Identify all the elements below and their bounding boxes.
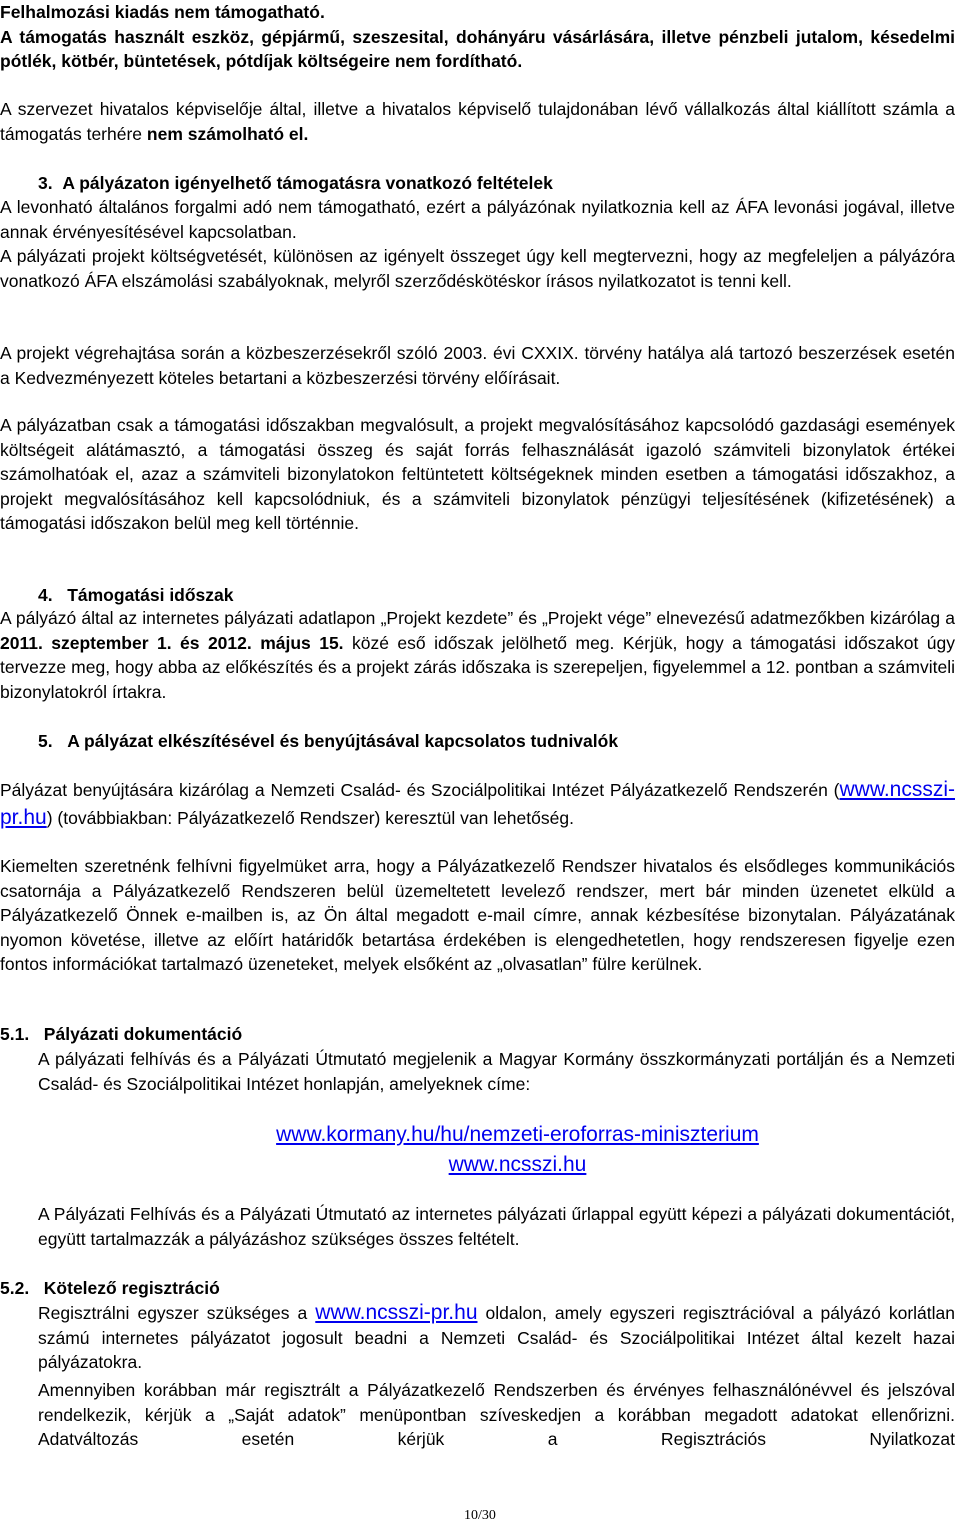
s5-text-b: ) (továbbiakban: Pályázatkezelő Rendszer) keresztül van lehetőség.: [46, 808, 574, 828]
s4-space-1: [172, 633, 180, 653]
s5-paragraph-1: [0, 776, 955, 832]
section-5-1-number: 5.1.: [0, 1024, 30, 1044]
section-5-title: A pályázat elkészítésével és benyújtásával kapcsolatos tudnivalók: [67, 731, 619, 751]
s3-paragraph-1: A levonható általános forgalmi adó nem támogatható, ezért a pályázónak nyilatkoznia kell az ÁFA levonási jogával, illetve annak érvényesítésével kapcsolatban.: [0, 197, 955, 242]
s4-and: és: [180, 632, 200, 653]
section-3-heading: [38, 171, 553, 196]
s52-text-a: Regisztrálni egyszer szükséges a: [38, 1303, 316, 1323]
rep-text: A szervezet hivatalos képviselője által, illetve a hivatalos képviselő tulajdonában lévő vállalkozás által kiállított számla a támogatás terhére: [0, 99, 955, 144]
section-5-2-title: Kötelező regisztráció: [43, 1278, 220, 1298]
section-5-2-number: 5.2.: [0, 1278, 30, 1298]
s4-text-a: A pályázó által az internetes pályázati adatlapon „Projekt kezdete” és „Projekt vége” elnevezésű adatmezőkben kizárólag a: [0, 608, 955, 628]
section-3-number: 3.: [38, 173, 53, 193]
s4-end-date: 2012. május 15.: [207, 632, 344, 653]
kormany-link[interactable]: www.kormany.hu/hu/nemzeti-eroforras-miniszterium: [276, 1123, 759, 1146]
section-5-number: 5.: [38, 731, 53, 751]
s4-text-e: közé eső időszak jelölhető meg. Kérjük, hogy a támogatási időszakot úgy tervezze meg, hogy abba az előkészítés és a projekt zárás időszaka is szerepeljen, figyelemmel a 12. pontban a számviteli bizonylatokról írtakra.: [0, 632, 955, 702]
top-line-1: Felhalmozási kiadás nem támogatható.: [0, 2, 325, 22]
s52-paragraph-2: Amennyiben korábban már regisztrált a Pályázatkezelő Rendszerben és érvényes felhasználónévvel és jelszóval rendelkezik, kérjük a „Saját adatok” menüpontban szíveskedjen a korábban megadott adatokat ellenőrizni. Adatváltozás esetén kérjük a Regisztrációs Nyilatkozat: [38, 1380, 955, 1449]
s4-space-2: [200, 633, 208, 653]
top-line-2: A támogatás használt eszköz, gépjármű, szeszesital, dohányáru vásárlására, illetve pénzbeli jutalom, késedelmi pótlék, kötbér, büntetések, pótdíjak költségeire nem fordítható.: [0, 26, 955, 71]
s3-paragraph-2: A pályázati projekt költségvetését, különösen az igényelt összeget úgy kell megtervezni, hogy az megfeleljen a pályázóra vonatkozó ÁFA elszámolási szabályoknak, melyről szerződéskötéskor írásos nyilatkozatot is tenni kell.: [0, 246, 955, 291]
section-5-heading: [38, 729, 618, 754]
s4-paragraph-1: [0, 606, 955, 704]
section-4-number: 4.: [38, 585, 53, 605]
section-5-1-heading: [0, 1022, 242, 1047]
s51-paragraph-1: A pályázati felhívás és a Pályázati Útmutató megjelenik a Magyar Kormány összkormányzati portálján és a Nemzeti Család- és Szociálpolitikai Intézet honlapján, amelyeknek címe:: [38, 1049, 955, 1094]
section-5-1-title: Pályázati dokumentáció: [43, 1024, 243, 1044]
s52-paragraph-1: [38, 1301, 955, 1375]
s3-paragraph-3: A projekt végrehajtása során a közbeszerzésekről szóló 2003. évi CXXIX. törvény hatálya alá tartozó beszerzések esetén a Kedvezményezett köteles betartani a közbeszerzési törvény előírásait.: [0, 343, 955, 388]
section-5-2-heading: [0, 1276, 220, 1301]
s5-paragraph-2: Kiemelten szeretnénk felhívni figyelmüket arra, hogy a Pályázatkezelő Rendszer hivatalos és elsődleges kommunikációs csatornája a Pályázatkezelő Rendszeren belül üzemeltetett levelező rendszer, mert bár minden üzenetet elküld a Pályázatkezelő Önnek e-mailben is, az Ön által megadott e-mail címre, annak kézbesítése bizonytalan. Pályázatának nyomon követése, illetve az előírt határidők betartása érdekében is elengedhetetlen, hogy rendszeresen figyelje ezen fontos információkat tartalmazó üzeneteket, melyek elsőként az „olvasatlan” fülre kerülnek.: [0, 856, 955, 974]
s51-link-2-wrap: [0, 1150, 960, 1180]
s52-text-b: oldalon, amely egyszeri regisztrációval a pályázó korlátlan számú internetes pályázatot jogosult beadni a Nemzeti Család- és Szociálpolitikai Intézet által kezelt hazai pályázatokra.: [38, 1303, 955, 1372]
s4-start-date: 2011. szeptember 1.: [0, 632, 172, 653]
rep-bold: nem számolható el.: [146, 123, 309, 144]
section-4-heading: [38, 583, 234, 608]
representative-invoice-paragraph: [0, 97, 955, 146]
ncsszi-pr-link[interactable]: www.ncsszi-pr.hu: [0, 778, 955, 829]
ncsszi-pr-registration-link[interactable]: www.ncsszi-pr.hu: [315, 1301, 478, 1324]
s51-link-1-wrap: [0, 1120, 960, 1150]
section-3-title: A pályázaton igényelhető támogatásra vonatkozó feltételek: [62, 173, 553, 193]
s5-text-a: Pályázat benyújtására kizárólag a Nemzeti Család- és Szociálpolitikai Intézet Pályázatkezelő Rendszerén (: [0, 780, 840, 800]
section-4-title: Támogatási időszak: [67, 585, 234, 605]
page-number: 10/30: [464, 1508, 496, 1523]
s51-paragraph-2: A Pályázati Felhívás és a Pályázati Útmutató az internetes pályázati űrlappal együtt képezi a pályázati dokumentációt, együtt tartalmazzák a pályázáshoz szükséges összes feltételt.: [38, 1204, 955, 1249]
s3-paragraph-4: A pályázatban csak a támogatási időszakban megvalósult, a projekt megvalósításához kapcsolódó gazdasági események költségeit alátámasztó, a támogatási összeg és saját forrás felhasználását igazoló számviteli bizonylatok értékei számolhatóak el, azaz a számviteli bizonylatokon feltüntetett költségeknek minden esetben a támogatási időszakhoz, a projekt megvalósításához kell kapcsolódniuk, és a számviteli bizonylatok pénzügyi teljesítésének (kifizetésének) a támogatási időszakon belül meg kell történnie.: [0, 415, 955, 533]
ncsszi-link[interactable]: www.ncsszi.hu: [448, 1153, 587, 1176]
top-bold-paragraph: [0, 0, 955, 74]
